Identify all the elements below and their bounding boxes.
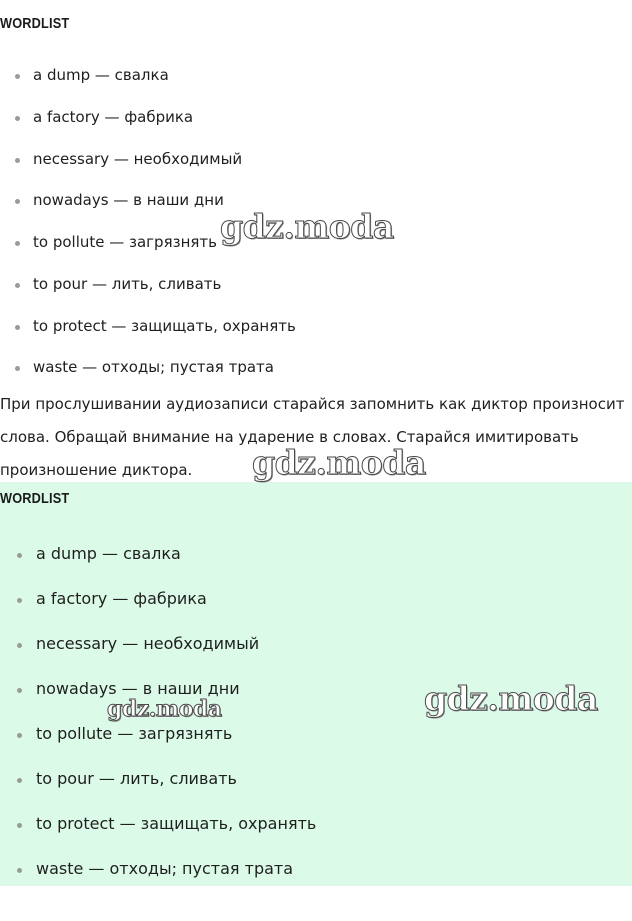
instruction-paragraph: При прослушивании аудиозаписи старайся запомнить как диктор произносит слова. Обращай внимание на ударение в словах. Старайся имитировать произношение диктора. [0, 395, 625, 479]
watermark: gdz.moda [107, 696, 222, 722]
list-item-text: a factory — фабрика [33, 108, 194, 126]
wordlist-heading: WORDLIST [0, 490, 70, 507]
list-item-text: a dump — свалка [33, 66, 169, 84]
bullet-icon [17, 823, 22, 828]
watermark: gdz.moda [252, 443, 426, 482]
wordlist-heading: WORDLIST [0, 15, 70, 32]
list-item-text: necessary — необходимый [36, 634, 260, 653]
bullet-icon [15, 199, 20, 204]
bullet-icon [15, 241, 20, 246]
watermark: gdz.moda [220, 207, 394, 246]
bullet-icon [17, 553, 22, 558]
bullet-icon [15, 158, 20, 163]
list-item-text: to pour — лить, сливать [33, 275, 222, 293]
bullet-icon [17, 778, 22, 783]
list-item-text: necessary — необходимый [33, 150, 243, 168]
bullet-icon [15, 74, 20, 79]
list-item-text: a factory — фабрика [36, 589, 207, 608]
watermark: gdz.moda [424, 679, 598, 718]
list-item-text: to protect — защищать, охранять [36, 814, 317, 833]
bullet-icon [17, 733, 22, 738]
list-item-text: a dump — свалка [36, 544, 181, 563]
bullet-icon [15, 283, 20, 288]
list-item-text: waste — отходы; пустая трата [36, 859, 294, 878]
bullet-icon [15, 325, 20, 330]
bullet-icon [15, 366, 20, 371]
bullet-icon [17, 643, 22, 648]
list-item-text: to protect — защищать, охранять [33, 317, 296, 335]
bullet-icon [17, 598, 22, 603]
bullet-icon [15, 116, 20, 121]
bullet-icon [17, 868, 22, 873]
bullet-icon [17, 688, 22, 693]
list-item-text: to pour — лить, сливать [36, 769, 237, 788]
list-item-text: to pollute — загрязнять [33, 233, 217, 251]
list-item-text: to pollute — загрязнять [36, 724, 233, 743]
list-item-text: waste — отходы; пустая трата [33, 358, 274, 376]
list-item-text: nowadays — в наши дни [36, 679, 240, 698]
list-item-text: nowadays — в наши дни [33, 191, 224, 209]
